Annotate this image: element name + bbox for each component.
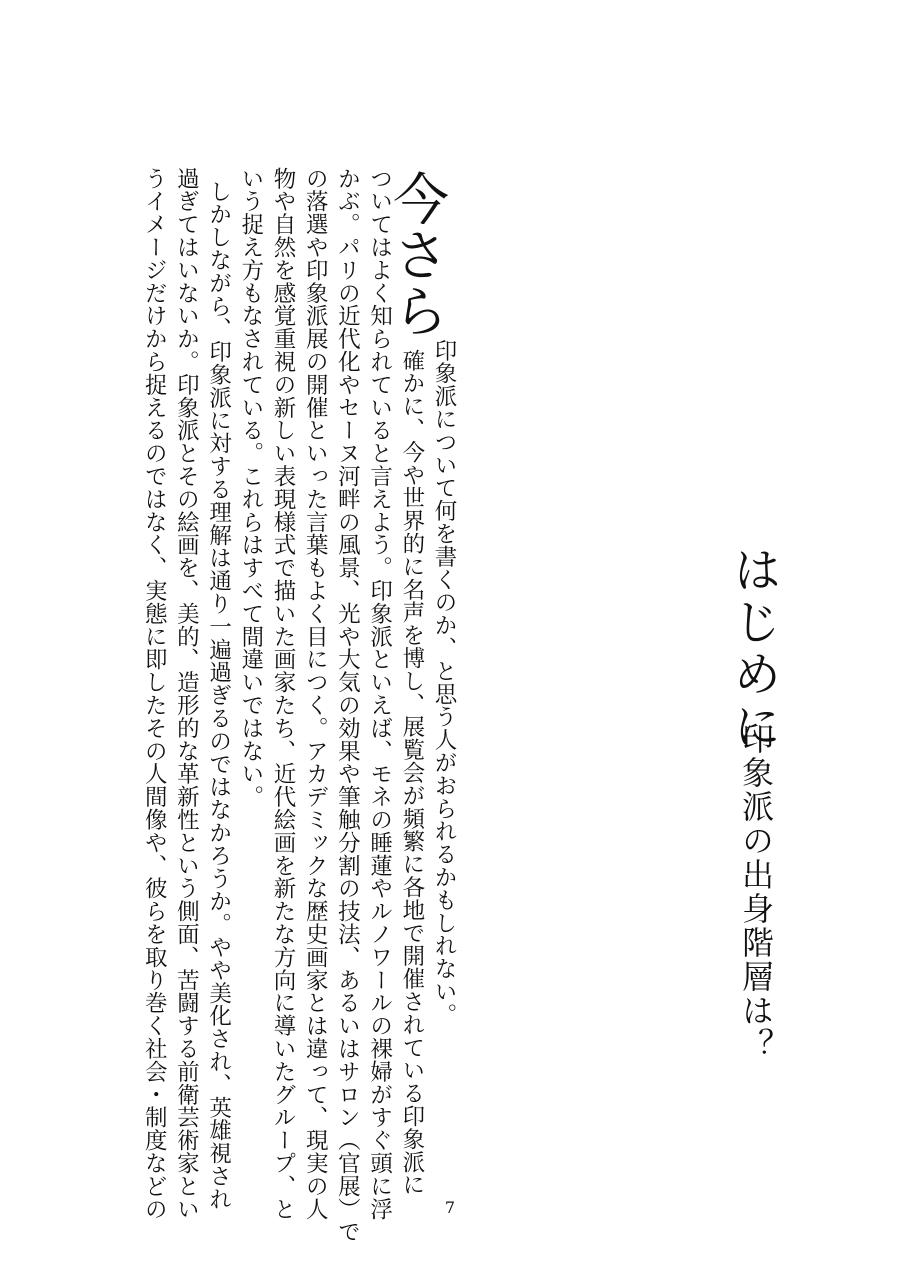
body-column: ついてはよく知られていると言えよう。印象派といえば、モネの睡蓮やルノワールの裸婦がすぐ頭に浮 (366, 167, 393, 1221)
page-number: 7 (444, 1198, 456, 1217)
body-column: の落選や印象派展の開催といった言葉もよく目につく。アカデミックな歴史画家とは違って、現実の人 (302, 167, 329, 1221)
body-column: 印象派について何を書くのか、と思う人がおられるかもしれない。 (431, 339, 457, 1026)
body-column: いう捉え方もなされている。これらはすべて間違いではない。 (237, 167, 264, 809)
body-column: 物や自然を感覚重視の新しい表現様式で描いた画家たち、近代絵画を新たな方向に導いたグループ、と (270, 167, 296, 1221)
body-column: うイメージだけから捉えるのではなく、実態に即したその人間像や、彼らを取り巻く社会・制度などの (141, 167, 168, 1221)
body-column: しかしながら、印象派に対する理解は通り一遍過ぎるのではなかろうか。やや美化され、英雄視され (205, 180, 232, 1211)
body-column: 過ぎてはいないか。印象派とその絵画を、美的、造形的な革新性という側面、苦闘する前衛芸術家とい (173, 167, 200, 1221)
chapter-title: はじめに (725, 545, 781, 753)
section-heading: 今さら (384, 170, 449, 338)
body-column: かぶ。パリの近代化やセーヌ河畔の風景、光や大気の効果や筆触分割の技法、あるいはサロン（官展）で (334, 167, 361, 1244)
body-column: 確かに、今や世界的に名声を博し、展覧会が頻繁に各地で開催されている印象派に (398, 349, 425, 1197)
chapter-subtitle: 印象派の出身階層は？ (737, 722, 775, 1062)
